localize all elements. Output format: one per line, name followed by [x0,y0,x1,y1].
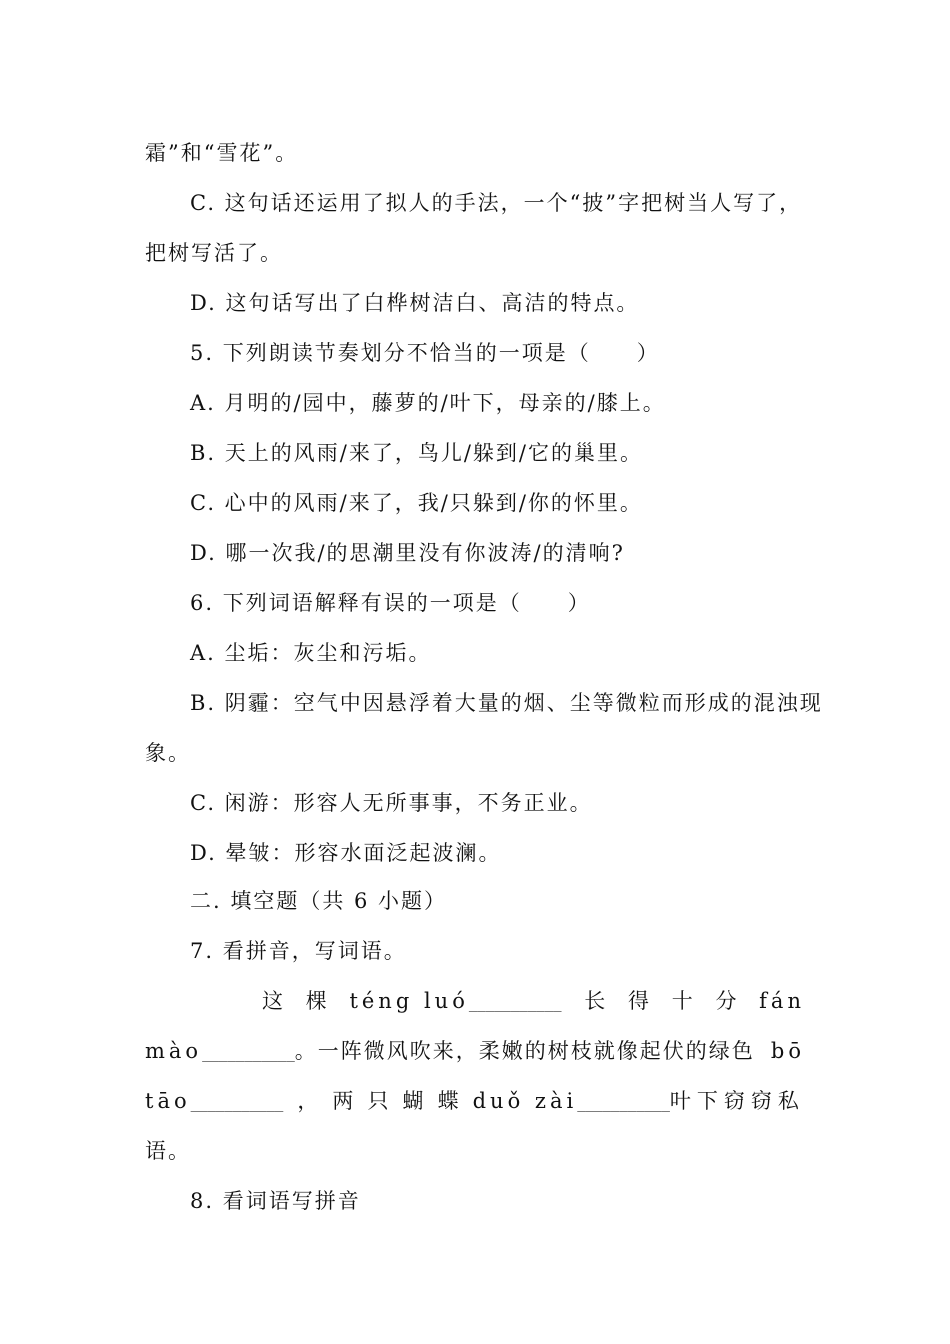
passage-char: 得 [628,989,649,1013]
q7-passage-line-2 [145,1036,805,1069]
passage-char: 蝶 [437,1089,459,1113]
pinyin-prompt: bō [770,1039,805,1063]
pinyin-prompt: tāo___________ [145,1086,283,1119]
question-7: 7. 看拼音，写词语。 [190,939,407,963]
question-6-option-c: C. 闲游：形容人无所事事，不务正业。 [190,791,593,815]
question-5: 5. 下列朗读节奏划分不恰当的一项是（ ） [190,341,660,365]
passage-char: 分 [715,989,737,1013]
pinyin-prompt: téng luó___________ [349,986,561,1019]
pinyin-prompt: fán [759,989,805,1013]
question-8: 8. 看词语写拼音 [190,1189,361,1213]
pinyin-prompt: mào___________。一阵微风吹来，柔嫩的树枝就像起伏的绿色 [145,1036,755,1069]
passage-char: 棵 [305,989,327,1013]
question-6: 6. 下列词语解释有误的一项是（ ） [190,591,591,615]
passage-char: 这 [262,989,283,1013]
pinyin-prompt: duǒ zài___________叶下窃窃私 [473,1086,805,1119]
option-d-line: D. 这句话写出了白桦树洁白、高洁的特点。 [190,291,640,315]
text-line: 霜”和“雪花”。 [145,141,299,165]
question-6-option-a: A. 尘垢：灰尘和污垢。 [190,641,432,665]
text-line: 把树写活了。 [145,241,283,265]
question-5-option-b: B. 天上的风雨/来了，鸟儿/躲到/它的巢里。 [190,441,644,465]
answer-blank[interactable]: ___________ [577,1096,670,1112]
question-5-option-a: A. 月明的/园中，藤萝的/叶下，母亲的/膝上。 [190,391,666,415]
question-5-option-c: C. 心中的风雨/来了，我/只躲到/你的怀里。 [190,491,643,515]
q7-passage-line-4: 语。 [145,1139,191,1163]
option-c-line: C. 这句话还运用了拟人的手法，一个“披”字把树当人写了， [190,191,803,215]
answer-blank[interactable]: ___________ [202,1046,295,1062]
answer-blank[interactable]: ___________ [468,996,562,1012]
q7-passage-line-1 [262,986,805,1019]
punctuation: ， [297,1089,319,1113]
section-heading: 二. 填空题（共 6 小题） [190,889,448,913]
question-6-option-b-continued: 象。 [145,741,191,765]
passage-char: 两 [332,1089,354,1113]
question-6-option-b: B. 阴霾：空气中因悬浮着大量的烟、尘等微粒而形成的混浊现 [190,691,823,715]
question-6-option-d: D. 晕皱：形容水面泛起波澜。 [190,841,502,865]
answer-blank[interactable]: ___________ [190,1096,284,1112]
passage-char: 长 [584,989,606,1013]
passage-char: 只 [367,1089,389,1113]
question-5-option-d: D. 哪一次我/的思潮里没有你波涛/的清响? [190,541,625,565]
passage-char: 十 [671,989,693,1013]
q7-passage-line-3 [145,1086,805,1119]
passage-char: 蝴 [402,1089,424,1113]
